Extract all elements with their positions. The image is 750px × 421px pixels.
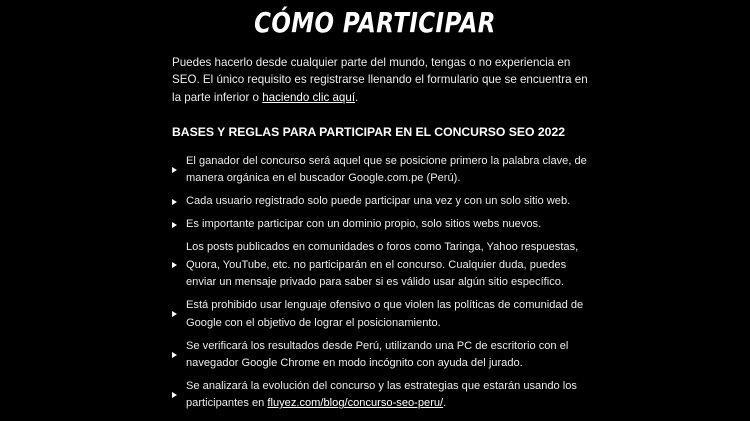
- triangle-right-icon: [172, 199, 177, 205]
- rule-item: [172, 338, 592, 373]
- rule-item: [172, 216, 592, 233]
- rule-item: [172, 378, 592, 413]
- rule-suffix: .: [443, 397, 447, 410]
- register-link[interactable]: haciendo clic aquí: [262, 90, 356, 104]
- rule-item: [172, 193, 592, 210]
- triangle-right-icon: [172, 311, 177, 317]
- rule-text: Es importante participar con un dominio propio, solo sitios webs nuevos.: [186, 218, 542, 231]
- intro-suffix: .: [355, 90, 359, 104]
- rule-text: Se analizará la evolución del concurso y las estrategias que estarán usando los participantes en: [186, 380, 577, 410]
- rule-text: Los posts publicados en comunidades o foros como Taringa, Yahoo respuestas, Quora, YouTube, etc. no participarán en el concurso. Cualquier duda, puedes enviar un mensaje privado para saber si es válido usar algún sitio específico.: [186, 241, 579, 289]
- rules-heading: BASES Y REGLAS PARA PARTICIPAR EN EL CONCURSO SEO 2022: [172, 125, 566, 139]
- triangle-right-icon: [172, 262, 177, 268]
- rule-text: Se verificará los resultados desde Perú, utilizando una PC de escritorio con el navegador Google Chrome en modo incógnito con ayuda del jurado.: [186, 339, 569, 370]
- triangle-right-icon: [172, 392, 177, 398]
- blog-link[interactable]: fluyez.com/blog/concurso-seo-peru/: [267, 397, 444, 410]
- rule-text: Cada usuario registrado solo puede participar una vez y con un solo sitio web.: [186, 195, 571, 208]
- rule-item: [172, 297, 592, 332]
- rule-item: [172, 239, 592, 291]
- intro-paragraph: [172, 54, 592, 106]
- triangle-right-icon: [172, 352, 177, 358]
- triangle-right-icon: [172, 222, 177, 228]
- intro-text: Puedes hacerlo desde cualquier parte del mundo, tengas o no experiencia en SEO. El único requisito es registrarse llenando el formulario que se encuentra en la parte inferior o: [172, 56, 588, 104]
- rule-text: El ganador del concurso será aquel que se posicione primero la palabra clave, de manera orgánica en el buscador Google.com.pe (Perú).: [186, 155, 587, 185]
- page-title: CÓMO PARTICIPAR: [254, 6, 496, 39]
- rule-text: Está prohibido usar lenguaje ofensivo o que violen las políticas de comunidad de Google con el objetivo de lograr el posicionamiento.: [186, 299, 584, 329]
- rule-item: [172, 153, 592, 188]
- triangle-right-icon: [172, 167, 177, 173]
- rules-list: [172, 153, 592, 418]
